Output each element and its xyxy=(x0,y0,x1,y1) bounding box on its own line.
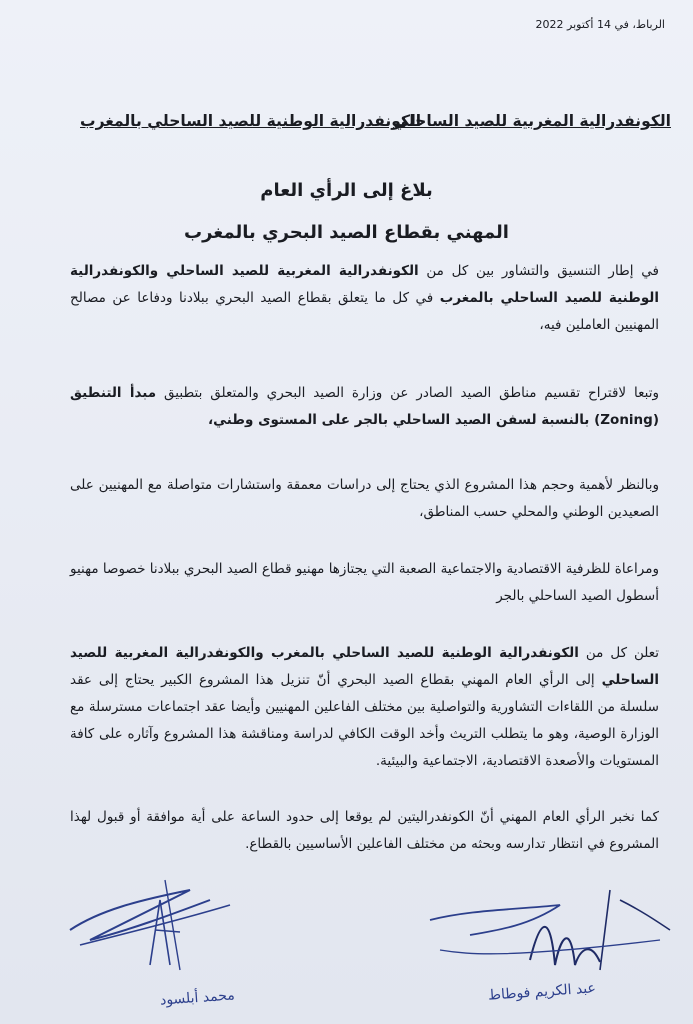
communique-subtitle: المهني بقطاع الصيد البحري بالمغرب xyxy=(184,222,509,243)
paragraph-5-text-a: تعلن كل من xyxy=(578,645,659,661)
org-moroccan: الكونفدرالية المغربية للصيد الساحلي xyxy=(393,112,671,130)
right-signatory-name: عبد الكريم فوطاط xyxy=(487,980,597,1004)
paragraph-5-bold: الكونفدرالية الوطنية للصيد الساحلي بالمغرب والكونفدرالية المغربية للصيد الساحلي xyxy=(70,645,659,688)
paragraph-6: كما نخبر الرأي العام المهني أنّ الكونفدراليتين لم يوقعا إلى حدود الساعة على أية موافقة أو قبول لهذا المشروع في انتظار تدارسه وبحثه من مختلف الفاعلين الأساسيين بالقطاع. xyxy=(70,809,659,852)
paragraph-5-text-b: إلى الرأي العام المهني بقطاع الصيد البحري أنّ تنزيل هذا المشروع الكبير يحتاج إلى عقد سلسلة من اللقاءات التشاورية والتواصلية بين مختلف الفاعلين المهنيين وأيضا عقد اجتماعات مسترسلة مع الوزارة الوصية، وهو ما يتطلب التريث وأخد الوقت الكافي لدراسة ومناقشة هذا المشروع وآثاره على كافة المستويات والأصعدة الاقتصادية، الاجتماعية والبيئية. xyxy=(70,672,659,769)
paragraph-1-bold: الكونفدرالية المغربية للصيد الساحلي والكونفدرالية الوطنية للصيد الساحلي بالمغرب xyxy=(70,263,659,306)
paragraph-4: ومراعاة للظرفية الاقتصادية والاجتماعية الصعبة التي يجتازها مهنيو قطاع الصيد البحري ببلادنا خصوصا مهنيو أسطول الصيد الساحلي بالجر xyxy=(70,561,659,604)
paragraph-5 xyxy=(70,640,659,775)
left-signatory-name: محمد أبلسود xyxy=(159,987,236,1009)
communique-title: بلاغ إلى الرأي العام xyxy=(260,180,433,201)
organizations-header xyxy=(80,112,671,136)
paragraph-2-text: وتبعا لاقتراح تقسيم مناطق الصيد الصادر عن وزارة الصيد البحري والمتعلق بتطبيق xyxy=(156,385,660,401)
letter-date: الرباط، في 14 أكتوبر 2022 xyxy=(535,18,665,31)
paragraph-2 xyxy=(70,380,659,434)
paragraph-3: وبالنظر لأهمية وحجم هذا المشروع الذي يحتاج إلى دراسات معمقة واستشارات متواصلة مع المهنيين على الصعيدين الوطني والمحلي حسب المناطق، xyxy=(70,477,659,520)
org-national: الكونفدرالية الوطنية للصيد الساحلي بالمغرب xyxy=(80,112,422,130)
paragraph-1-text-a: في إطار التنسيق والتشاور بين كل من xyxy=(418,263,659,279)
paragraph-1-text-b: في كل ما يتعلق بقطاع الصيد البحري ببلادنا ودفاعا عن مصالح المهنيين العاملين فيه، xyxy=(70,290,659,333)
right-signature xyxy=(410,880,680,990)
paragraph-1 xyxy=(70,258,659,339)
left-signature xyxy=(60,870,320,980)
paragraph-2-bold: مبدأ التنطيق (Zoning) بالنسبة لسفن الصيد الساحلي بالجر على المستوى وطني، xyxy=(70,385,659,428)
